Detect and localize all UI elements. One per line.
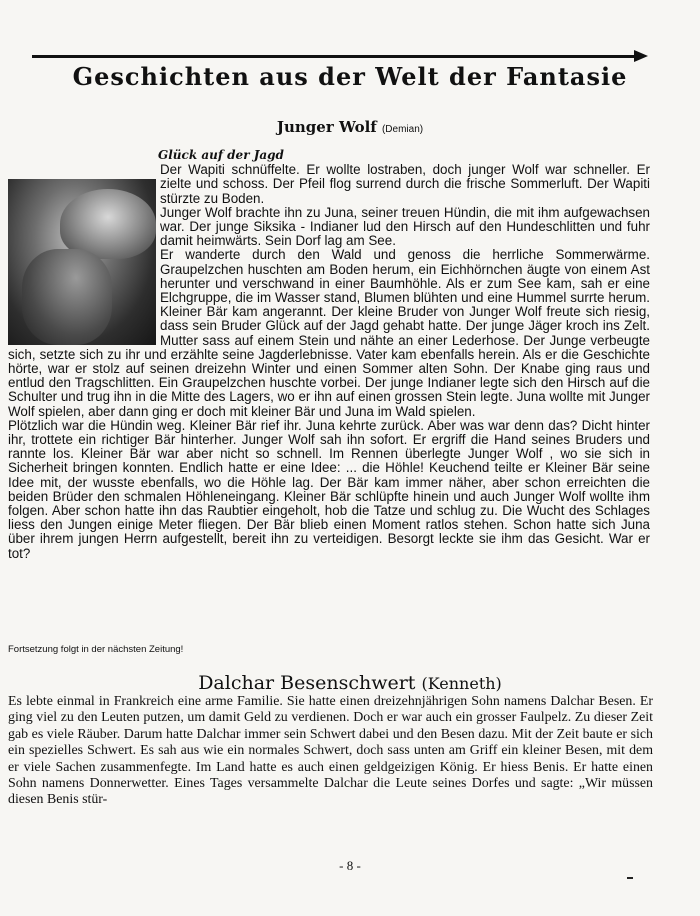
story1-title: Junger Wolf: [276, 118, 377, 136]
story1-paragraph: Junger Wolf brachte ihn zu Juna, seiner treuen Hündin, die mit ihm aufgewachsen war. Der junge Siksika - Indianer lud den Hirsch auf den Hundeschlitten und fuhr damit heimwärts. Sein Dorf lag am See.: [160, 204, 650, 249]
continuation-note: Fortsetzung folgt in der nächsten Zeitung!: [8, 644, 184, 655]
story2-body: Es lebte einmal in Frankreich eine arme Familie. Sie hatte einen dreizehnjährigen Sohn namens Dalchar Besen. Er ging viel zu den Leuten putzen, um damit Geld zu verdienen. Doch er war auch ein grosser Faulpelz. Zu dieser Zeit gab es viele Räuber. Darum hatte Dalchar immer sein Schwert dabei und den Besen dazu. Mit der Zeit baute er sich ein spezielles Schwert. Es sah aus wie ein normales Schwert, doch sass unten am Griff ein kleiner Besen, mit dem er viele Sachen zusammenfegte. Im Land hatte es auch einen geldgeizigen König. Er hiess Benis. Er hatte einen Sohn namens Donnerwetter. Eines Tages versammelte Dalchar die Leute seines Dorfes und sagte: „Wir müssen diesen Benis stür-: [8, 694, 653, 808]
story2-title: Dalchar Besenschwert: [198, 672, 416, 694]
photo-face-shape: [22, 249, 112, 345]
story1-paragraph: Der Wapiti schnüffelte. Er wollte lostraben, doch junger Wolf war schneller. Er zielte und schoss. Der Pfeil flog surrend durch die frische Sommerluft. Der Wapiti stürzte zu Boden.: [160, 162, 650, 206]
story1-heading: Glück auf der Jagd: [158, 148, 284, 162]
header-rule: [32, 55, 636, 58]
page-number: - 8 -: [339, 858, 361, 873]
story1-body: [8, 148, 650, 561]
arrow-icon: [634, 50, 648, 62]
story1-paragraph: Plötzlich war die Hündin weg. Kleiner Bär rief ihr. Juna kehrte zurück. Aber was war denn das? Dicht hinter ihr, trottete ein richtiger Bär hinterher. Junger Wolf sah ihn sofort. Er ergriff die Hand seines Bruders und rannte los. Kleiner Bär war aber nicht so schnell. Im Rennen überlegte Junger Wolf , wo sie sich in Sicherheit bringen konnten. Endlich hatte er eine Idee: ... die Höhle! Keuchend teilte er Kleiner Bär seine Idee mit, der wusste ebenfalls, wo die Höhle lag. Der Bär kam immer näher, aber schon erreichten die beiden Brüder den schmalen Höhleneingang. Kleiner Bär schlüpfte hinein und auch Junger Wolf wollte ihm folgen. Aber schon hatte ihn das Raubtier eingeholt, hob die Tatze und schlug zu. Die Wucht des Schlages liess den Jungen einige Meter fliegen. Der Bär blieb einen Moment ratlos stehen. Schon hatte sich Juna über ihrem jungen Herrn aufgestellt, bereit ihn zu verteidigen. Besorgt leckte sie ihm das Gesicht. War er tot?: [8, 417, 650, 561]
story2-title-line: [0, 672, 700, 694]
story2-author: (Kenneth): [421, 674, 502, 693]
story1-author: (Demian): [381, 124, 424, 135]
story1-photo: [8, 179, 156, 345]
page-title: Geschichten aus der Welt der Fantasie: [72, 62, 628, 91]
print-mark: [627, 877, 633, 879]
story1-title-line: [0, 118, 700, 136]
story1-paragraph: Er wanderte durch den Wald und genoss die herrliche Sommerwärme. Graupelzchen huschten am Boden herum, ein Eichhörnchen äugte von einem Ast herunter und verschwand in einer Baumhöhle. Als er zum See kam, sah er eine Elchgruppe, die im Wasser stand, Blumen blühten und eine Hummel surrte herum. Kleiner Bär kam angerannt. Der kleine Bruder von Junger Wolf freute sich riesig, dass sein Bruder Glück auf der Jagd gehabt hatte. Der junge Jäger kroch ins Zelt. Mutter sass auf einem Stein und nähte an einer Lederhose. Der Junge verbeugte sich, setzte sich zu ihr und erzählte seine Jagderlebnisse. Vater kam ebenfalls herein. Als er die Geschichte hörte, war er stolz auf seinen dreizehn Winter und einen Sommer alten Sohn. Der Knabe ging raus und entlud den Tragschlitten. Ein Graupelzchen huschte vorbei. Der junge Indianer legte sich den Hirsch auf die Schulter und trug ihn in die Mitte des Lagers, wo er ihn auf einen grossen Stein legte. Juna wollte mit Junger Wolf spielen, aber dann ging er doch mit kleiner Bär und Juna im Wald spielen.: [8, 247, 650, 419]
